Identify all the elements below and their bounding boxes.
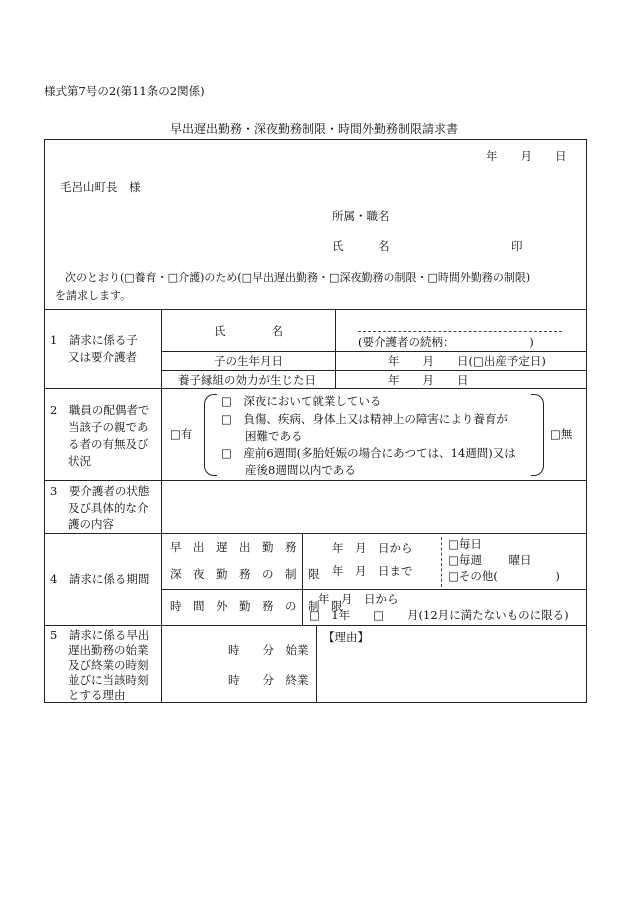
row4-freq-weekly: □毎週 曜日 xyxy=(448,553,532,567)
row1-adoption-label: 養子縁組の効力が生じた日 xyxy=(178,373,316,387)
row2-option-2a: □ 負傷、疾病、身体上又は精神上の障害により養育が xyxy=(221,412,508,426)
row4-early-late: 早 出 遅 出 勤 務 xyxy=(170,540,297,554)
row4-label: 4 請求に係る期間 xyxy=(50,572,150,586)
row4-overtime-period: □ 1年 □ 月(12月に満たないものに限る) xyxy=(309,608,569,622)
row2-right-brace xyxy=(531,394,544,476)
form-title: 早出遅出勤務・深夜勤務制限・時間外勤務制限請求書 xyxy=(170,122,459,136)
row4-freq-other: □その他( ) xyxy=(448,569,560,583)
row5-inner-divider xyxy=(316,625,317,703)
row2-option-3b: 産後8週間以内である xyxy=(245,463,356,477)
row2-yes: □有 xyxy=(170,427,193,441)
row1-label-line-1: 1 請求に係る子 xyxy=(50,333,138,347)
frame-left xyxy=(44,139,45,703)
divider-row4-row5 xyxy=(44,625,586,626)
row5-end-time: 時 分 終業 xyxy=(228,673,309,687)
row4-until: 年 月 日まで xyxy=(332,564,413,578)
row4-from: 年 月 日から xyxy=(332,541,413,555)
row1-relation: (要介護者の続柄： ) xyxy=(358,335,534,349)
row2-option-3a: □ 産前6週間(多胎妊娠の場合にあつては、14週間)又は xyxy=(221,446,516,460)
row5-label-line-1: 5 請求に係る早出 xyxy=(50,628,150,642)
row5-label-line-4: 並びに当該時刻 xyxy=(68,673,149,687)
row5-label-line-3: 及び終業の時刻 xyxy=(68,658,149,672)
row5-reason-label: 【理由】 xyxy=(323,630,369,644)
row2-label-line-2: 当該子の親であ xyxy=(68,420,149,434)
divider-row2-row3 xyxy=(44,480,586,481)
row1-birth-value: 年 月 日(□出産予定日) xyxy=(388,354,546,368)
frame-top xyxy=(44,139,586,140)
date-line: 年 月 日 xyxy=(486,149,567,163)
row1-adoption-value: 年 月 日 xyxy=(388,373,469,387)
row4-freq-daily: □毎日 xyxy=(448,537,482,551)
row3-label-line-2: 及び具体的な介 xyxy=(68,501,149,515)
divider-row3-row4 xyxy=(44,533,586,534)
row5-label-line-2: 遅出勤務の始業 xyxy=(68,643,149,657)
applicant-name-label: 氏 名 xyxy=(332,239,390,253)
label-column-divider xyxy=(161,309,162,703)
row5-label-line-5: とする理由 xyxy=(68,688,126,702)
row2-option-2b: 困難である xyxy=(245,429,303,443)
row1-sub-divider-1 xyxy=(161,351,586,352)
row4-overtime: 時 間 外 勤 務 の 制 限 xyxy=(170,599,343,613)
intro-line-1: 次のとおり(□養育・□介護)のため(□早出遅出勤務・□深夜勤務の制限・□時間外勤務の制限) xyxy=(65,271,531,284)
row1-sub-divider-2 xyxy=(161,370,586,371)
form-number: 様式第7号の2(第11条の2関係) xyxy=(44,84,205,98)
row1-inner-divider xyxy=(335,309,336,389)
row1-name-dotted-line xyxy=(358,331,562,332)
row2-left-brace xyxy=(204,394,217,476)
row3-label-line-1: 3 要介護者の状態 xyxy=(50,484,150,498)
row3-label-line-3: 護の内容 xyxy=(68,517,114,531)
row2-label-line-4: 状況 xyxy=(68,454,91,468)
row2-label-line-1: 2 職員の配偶者で xyxy=(50,403,150,417)
divider-top-section xyxy=(44,309,586,310)
frame-bottom xyxy=(44,702,586,703)
row1-name-label: 氏 名 xyxy=(214,324,283,338)
row4-sub-divider xyxy=(161,589,586,590)
row2-label-line-3: る者の有無及び xyxy=(68,437,149,451)
seal-label: 印 xyxy=(511,239,523,253)
row1-label-line-2: 又は要介護者 xyxy=(68,350,137,364)
frame-right xyxy=(586,139,587,703)
row4-overtime-from: 年 月 日から xyxy=(318,592,399,606)
row1-birth-label: 子の生年月日 xyxy=(214,354,283,368)
divider-row1-row2 xyxy=(44,388,586,389)
row4-dotted-divider xyxy=(441,537,442,587)
row2-no: □無 xyxy=(550,427,573,441)
row5-start-time: 時 分 始業 xyxy=(228,643,309,657)
affiliation-label: 所属・職名 xyxy=(332,209,390,223)
addressee: 毛呂山町長 様 xyxy=(60,180,141,194)
intro-line-2: を請求します。 xyxy=(55,289,132,302)
row4-night: 深 夜 勤 務 の 制 限 xyxy=(170,567,320,581)
row2-option-1: □ 深夜において就業している xyxy=(221,394,382,408)
